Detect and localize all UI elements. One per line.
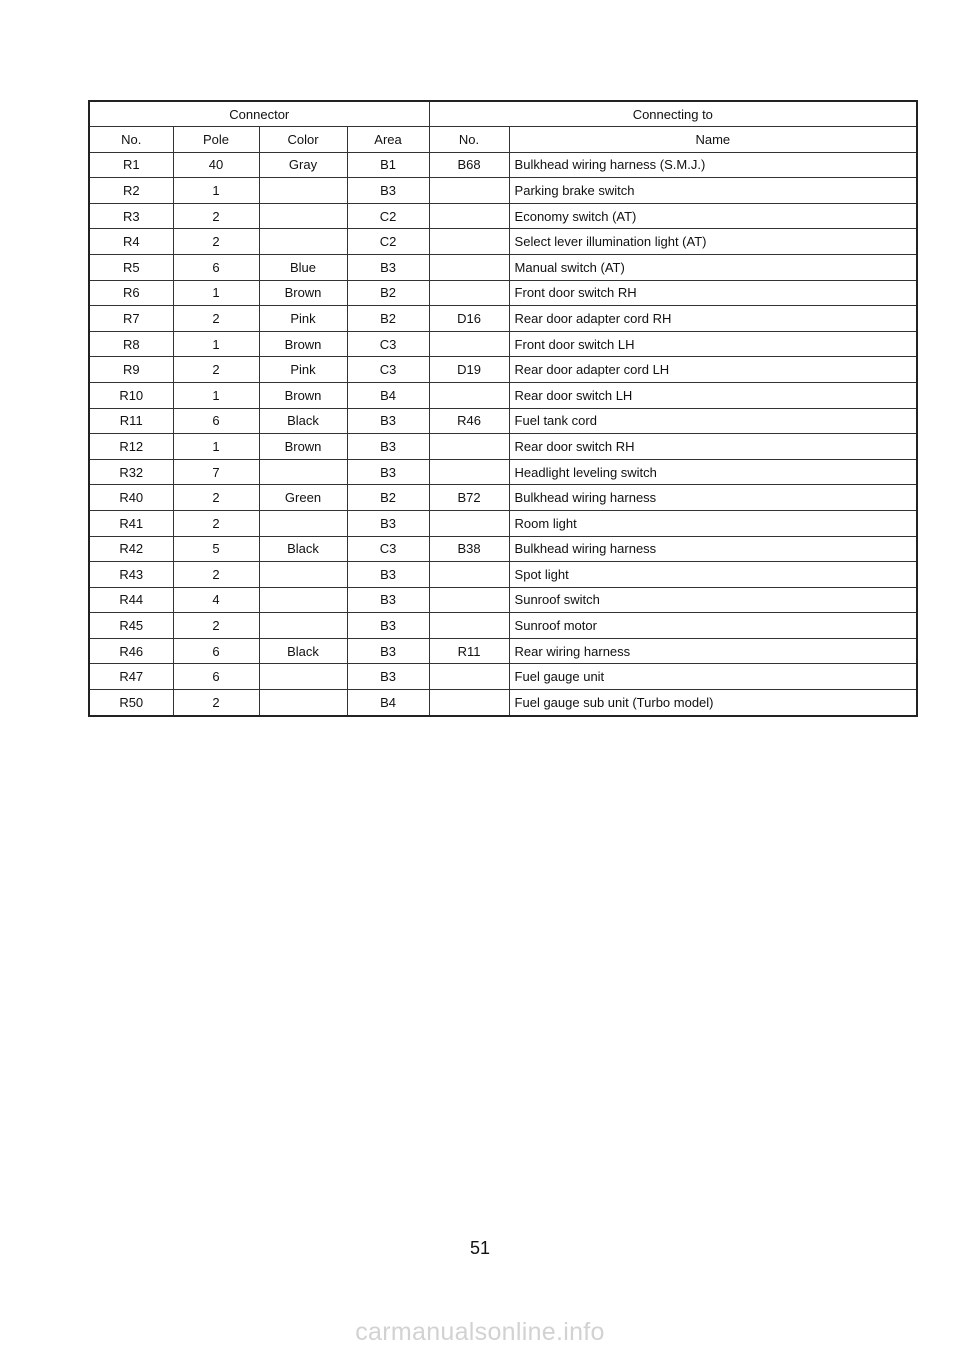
connecting-no-cell [429, 382, 509, 408]
connector-group-header: Connector [89, 101, 429, 127]
connector-no-cell: R40 [89, 485, 173, 511]
connecting-no-cell: R11 [429, 638, 509, 664]
pole-cell: 1 [173, 331, 259, 357]
area-cell: C2 [347, 203, 429, 229]
connector-no-cell: R12 [89, 434, 173, 460]
pole-cell: 2 [173, 510, 259, 536]
area-cell: B2 [347, 485, 429, 511]
pole-cell: 2 [173, 203, 259, 229]
connecting-name-cell: Bulkhead wiring harness [509, 485, 917, 511]
table-row [89, 382, 917, 408]
area-cell: B3 [347, 434, 429, 460]
color-cell [259, 562, 347, 588]
table-body [89, 152, 917, 716]
connecting-no-cell [429, 280, 509, 306]
area-cell: C3 [347, 331, 429, 357]
pole-cell: 1 [173, 382, 259, 408]
area-cell: B1 [347, 152, 429, 178]
pole-cell: 1 [173, 178, 259, 204]
connecting-no-cell: D19 [429, 357, 509, 383]
connector-no-cell: R47 [89, 664, 173, 690]
connector-no-cell: R41 [89, 510, 173, 536]
table-row [89, 638, 917, 664]
connecting-no-cell [429, 587, 509, 613]
area-cell: B3 [347, 178, 429, 204]
connecting-no-cell [429, 203, 509, 229]
color-cell: Black [259, 536, 347, 562]
connecting-name-cell: Rear door switch LH [509, 382, 917, 408]
connector-no-cell: R44 [89, 587, 173, 613]
area-cell: B4 [347, 690, 429, 716]
connecting-name-cell: Room light [509, 510, 917, 536]
table-row [89, 664, 917, 690]
table-row [89, 331, 917, 357]
connecting-no-cell [429, 459, 509, 485]
connecting-name-cell: Front door switch LH [509, 331, 917, 357]
table-row [89, 536, 917, 562]
column-header-no: No. [89, 127, 173, 153]
connecting-no-cell [429, 434, 509, 460]
table-row [89, 510, 917, 536]
connector-no-cell: R10 [89, 382, 173, 408]
column-header-pole: Pole [173, 127, 259, 153]
connecting-name-cell: Manual switch (AT) [509, 254, 917, 280]
connector-no-cell: R43 [89, 562, 173, 588]
connector-no-cell: R8 [89, 331, 173, 357]
area-cell: C2 [347, 229, 429, 255]
connector-no-cell: R46 [89, 638, 173, 664]
pole-cell: 6 [173, 408, 259, 434]
connecting-name-cell: Fuel gauge sub unit (Turbo model) [509, 690, 917, 716]
connector-no-cell: R11 [89, 408, 173, 434]
color-cell: Gray [259, 152, 347, 178]
connecting-name-cell: Rear door adapter cord LH [509, 357, 917, 383]
color-cell: Blue [259, 254, 347, 280]
connecting-name-cell: Sunroof motor [509, 613, 917, 639]
pole-cell: 2 [173, 306, 259, 332]
connecting-no-cell: R46 [429, 408, 509, 434]
connecting-name-cell: Fuel tank cord [509, 408, 917, 434]
connecting-no-cell [429, 562, 509, 588]
connecting-name-cell: Front door switch RH [509, 280, 917, 306]
color-cell [259, 613, 347, 639]
connector-no-cell: R42 [89, 536, 173, 562]
connecting-no-cell [429, 254, 509, 280]
connecting-no-cell: B68 [429, 152, 509, 178]
color-cell: Brown [259, 382, 347, 408]
connector-no-cell: R50 [89, 690, 173, 716]
color-cell [259, 178, 347, 204]
connecting-name-cell: Headlight leveling switch [509, 459, 917, 485]
group-header-row [89, 101, 917, 127]
connector-no-cell: R2 [89, 178, 173, 204]
color-cell: Black [259, 408, 347, 434]
color-cell [259, 203, 347, 229]
table-row [89, 690, 917, 716]
area-cell: B3 [347, 562, 429, 588]
connecting-name-cell: Rear door switch RH [509, 434, 917, 460]
color-cell: Pink [259, 306, 347, 332]
column-header-name: Name [509, 127, 917, 153]
connecting-name-cell: Sunroof switch [509, 587, 917, 613]
table-row [89, 306, 917, 332]
area-cell: B3 [347, 613, 429, 639]
connecting-no-cell: B38 [429, 536, 509, 562]
pole-cell: 7 [173, 459, 259, 485]
column-header-color: Color [259, 127, 347, 153]
connecting-no-cell [429, 229, 509, 255]
connecting-no-cell: D16 [429, 306, 509, 332]
connector-no-cell: R6 [89, 280, 173, 306]
area-cell: C3 [347, 536, 429, 562]
column-header-row [89, 127, 917, 153]
connector-no-cell: R45 [89, 613, 173, 639]
color-cell: Green [259, 485, 347, 511]
page-number: 51 [469, 1238, 491, 1258]
connecting-name-cell: Parking brake switch [509, 178, 917, 204]
area-cell: B3 [347, 510, 429, 536]
area-cell: B3 [347, 459, 429, 485]
table-row [89, 357, 917, 383]
watermark: carmanualsonline.info [355, 1318, 605, 1346]
pole-cell: 2 [173, 229, 259, 255]
connecting-no-cell: B72 [429, 485, 509, 511]
area-cell: B4 [347, 382, 429, 408]
pole-cell: 2 [173, 357, 259, 383]
pole-cell: 5 [173, 536, 259, 562]
color-cell: Black [259, 638, 347, 664]
area-cell: B3 [347, 408, 429, 434]
pole-cell: 2 [173, 690, 259, 716]
color-cell [259, 510, 347, 536]
area-cell: B3 [347, 587, 429, 613]
connector-no-cell: R3 [89, 203, 173, 229]
connector-no-cell: R9 [89, 357, 173, 383]
connecting-to-group-header: Connecting to [429, 101, 917, 127]
color-cell [259, 587, 347, 613]
color-cell [259, 229, 347, 255]
table-row [89, 280, 917, 306]
connecting-name-cell: Bulkhead wiring harness (S.M.J.) [509, 152, 917, 178]
area-cell: B3 [347, 638, 429, 664]
table-row [89, 152, 917, 178]
color-cell [259, 690, 347, 716]
table-row [89, 178, 917, 204]
table-row [89, 254, 917, 280]
table-row [89, 408, 917, 434]
connecting-no-cell [429, 690, 509, 716]
area-cell: B3 [347, 664, 429, 690]
table-row [89, 459, 917, 485]
connecting-name-cell: Select lever illumination light (AT) [509, 229, 917, 255]
connector-no-cell: R1 [89, 152, 173, 178]
color-cell: Brown [259, 280, 347, 306]
connecting-no-cell [429, 613, 509, 639]
pole-cell: 6 [173, 664, 259, 690]
table-row [89, 613, 917, 639]
column-header-connecting-no: No. [429, 127, 509, 153]
table-row [89, 203, 917, 229]
connecting-no-cell [429, 331, 509, 357]
pole-cell: 2 [173, 485, 259, 511]
connecting-no-cell [429, 510, 509, 536]
area-cell: C3 [347, 357, 429, 383]
connecting-name-cell: Fuel gauge unit [509, 664, 917, 690]
column-header-area: Area [347, 127, 429, 153]
pole-cell: 1 [173, 434, 259, 460]
color-cell: Brown [259, 434, 347, 460]
color-cell [259, 459, 347, 485]
pole-cell: 2 [173, 562, 259, 588]
connector-no-cell: R5 [89, 254, 173, 280]
connecting-no-cell [429, 178, 509, 204]
connector-no-cell: R4 [89, 229, 173, 255]
color-cell: Pink [259, 357, 347, 383]
pole-cell: 40 [173, 152, 259, 178]
table-row [89, 485, 917, 511]
pole-cell: 6 [173, 638, 259, 664]
connector-table [88, 100, 918, 717]
connector-no-cell: R32 [89, 459, 173, 485]
connector-no-cell: R7 [89, 306, 173, 332]
connecting-name-cell: Rear wiring harness [509, 638, 917, 664]
pole-cell: 6 [173, 254, 259, 280]
table-row [89, 229, 917, 255]
area-cell: B2 [347, 306, 429, 332]
color-cell: Brown [259, 331, 347, 357]
color-cell [259, 664, 347, 690]
connecting-name-cell: Bulkhead wiring harness [509, 536, 917, 562]
pole-cell: 1 [173, 280, 259, 306]
pole-cell: 4 [173, 587, 259, 613]
connecting-no-cell [429, 664, 509, 690]
pole-cell: 2 [173, 613, 259, 639]
connecting-name-cell: Economy switch (AT) [509, 203, 917, 229]
area-cell: B2 [347, 280, 429, 306]
connecting-name-cell: Spot light [509, 562, 917, 588]
area-cell: B3 [347, 254, 429, 280]
table-row [89, 434, 917, 460]
connecting-name-cell: Rear door adapter cord RH [509, 306, 917, 332]
table-row [89, 562, 917, 588]
table-row [89, 587, 917, 613]
